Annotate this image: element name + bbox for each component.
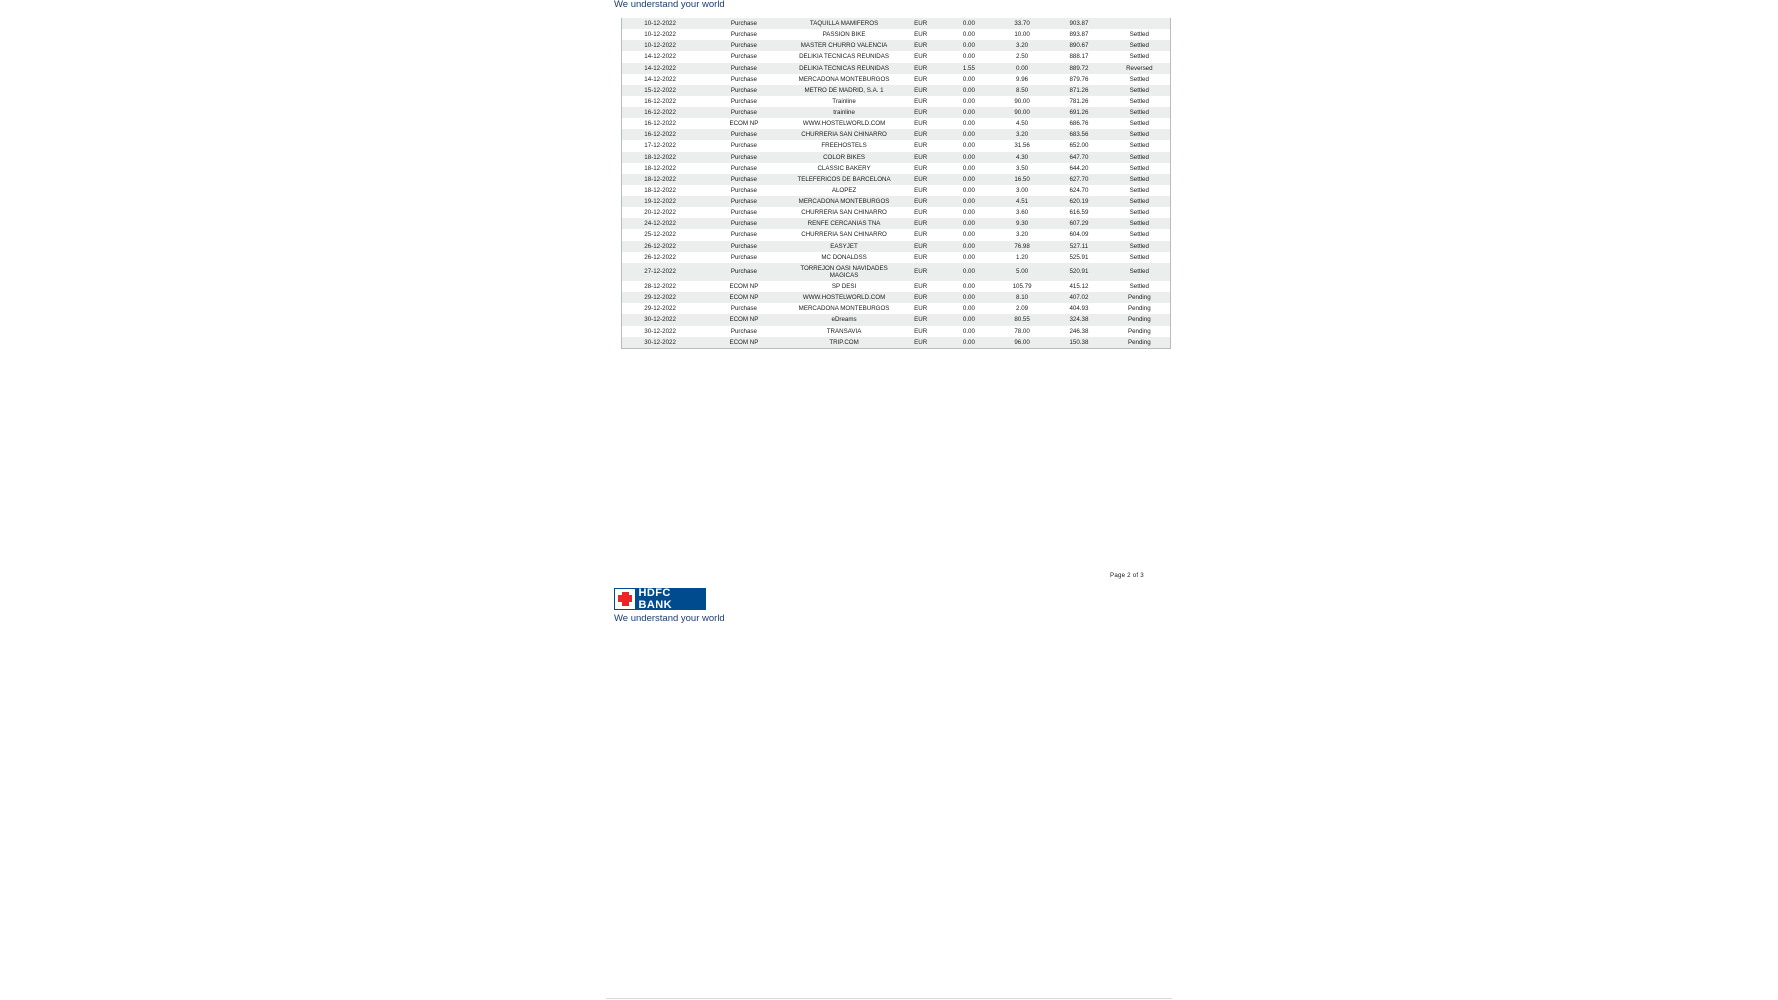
txn-currency: EUR [898, 85, 943, 96]
txn-status: Settled [1109, 29, 1171, 40]
txn-date: 29-12-2022 [622, 303, 699, 314]
txn-balance: 627.70 [1049, 174, 1108, 185]
txn-balance: 607.29 [1049, 218, 1108, 229]
txn-currency: EUR [898, 29, 943, 40]
txn-balance: 781.26 [1049, 96, 1108, 107]
table-row [622, 96, 1171, 107]
txn-date: 10-12-2022 [622, 29, 699, 40]
txn-balance: 652.00 [1049, 140, 1108, 151]
txn-balance: 620.19 [1049, 196, 1108, 207]
txn-amount: 3.20 [995, 40, 1049, 51]
txn-fx-amount: 0.00 [943, 140, 995, 151]
txn-currency: EUR [898, 252, 943, 263]
txn-type: Purchase [698, 96, 790, 107]
txn-status: Settled [1109, 174, 1171, 185]
table-row [622, 174, 1171, 185]
txn-type: Purchase [698, 207, 790, 218]
table-row [622, 85, 1171, 96]
txn-currency: EUR [898, 174, 943, 185]
txn-date: 20-12-2022 [622, 207, 699, 218]
txn-fx-amount: 0.00 [943, 337, 995, 349]
txn-type: ECOM NP [698, 314, 790, 325]
txn-currency: EUR [898, 118, 943, 129]
txn-description: EASYJET [790, 241, 899, 252]
txn-description: TORREJON OASI NAVIDADES MAGICAS [790, 263, 899, 281]
txn-currency: EUR [898, 281, 943, 292]
txn-description: METRO DE MADRID, S.A. 1 [790, 85, 899, 96]
txn-date: 16-12-2022 [622, 107, 699, 118]
txn-currency: EUR [898, 51, 943, 62]
table-row [622, 241, 1171, 252]
txn-fx-amount: 0.00 [943, 207, 995, 218]
txn-date: 14-12-2022 [622, 74, 699, 85]
brand-header-top [614, 0, 1172, 18]
statement-page-3 [614, 588, 1172, 624]
txn-fx-amount: 0.00 [943, 18, 995, 29]
txn-currency: EUR [898, 129, 943, 140]
table-row [622, 337, 1171, 349]
txn-fx-amount: 0.00 [943, 29, 995, 40]
txn-amount: 3.60 [995, 207, 1049, 218]
txn-fx-amount: 0.00 [943, 96, 995, 107]
txn-status: Settled [1109, 118, 1171, 129]
txn-balance: 691.26 [1049, 107, 1108, 118]
page-bottom-rule [606, 998, 1172, 999]
txn-type: Purchase [698, 263, 790, 281]
table-row [622, 40, 1171, 51]
txn-date: 18-12-2022 [622, 174, 699, 185]
txn-status: Settled [1109, 74, 1171, 85]
table-row [622, 292, 1171, 303]
txn-status: Settled [1109, 107, 1171, 118]
txn-amount: 0.00 [995, 63, 1049, 74]
txn-balance: 415.12 [1049, 281, 1108, 292]
txn-description: TRIP.COM [790, 337, 899, 349]
txn-description: FREEHOSTELS [790, 140, 899, 151]
txn-fx-amount: 0.00 [943, 174, 995, 185]
txn-amount: 76.98 [995, 241, 1049, 252]
txn-date: 18-12-2022 [622, 152, 699, 163]
txn-status: Pending [1109, 326, 1171, 337]
txn-description: RENFE CERCANIAS TNA [790, 218, 899, 229]
txn-fx-amount: 0.00 [943, 74, 995, 85]
txn-balance: 683.56 [1049, 129, 1108, 140]
table-row [622, 51, 1171, 62]
brand-tagline-bottom: We understand your world [614, 613, 725, 624]
txn-type: Purchase [698, 51, 790, 62]
txn-amount: 31.56 [995, 140, 1049, 151]
txn-date: 17-12-2022 [622, 140, 699, 151]
txn-status: Settled [1109, 51, 1171, 62]
txn-fx-amount: 0.00 [943, 129, 995, 140]
table-row [622, 207, 1171, 218]
txn-description: TRANSAVIA [790, 326, 899, 337]
txn-status: Settled [1109, 185, 1171, 196]
txn-currency: EUR [898, 185, 943, 196]
page-number-label: Page 2 of 3 [1110, 572, 1144, 579]
txn-balance: 520.91 [1049, 263, 1108, 281]
txn-balance: 879.76 [1049, 74, 1108, 85]
txn-amount: 10.00 [995, 29, 1049, 40]
txn-fx-amount: 0.00 [943, 185, 995, 196]
txn-date: 14-12-2022 [622, 51, 699, 62]
txn-currency: EUR [898, 196, 943, 207]
hdfc-logo-text-2: HDFC BANK [638, 587, 672, 611]
txn-type: Purchase [698, 185, 790, 196]
txn-description: DELIKIA TECNICAS REUNIDAS [790, 63, 899, 74]
txn-amount: 90.00 [995, 107, 1049, 118]
txn-status: Settled [1109, 218, 1171, 229]
txn-description: TELEFERICOS DE BARCELONA [790, 174, 899, 185]
txn-type: Purchase [698, 129, 790, 140]
table-row [622, 252, 1171, 263]
txn-description: DELIKIA TECNICAS REUNIDAS [790, 51, 899, 62]
txn-balance: 527.11 [1049, 241, 1108, 252]
table-row [622, 163, 1171, 174]
txn-status: Settled [1109, 140, 1171, 151]
txn-balance: 604.09 [1049, 229, 1108, 240]
txn-currency: EUR [898, 163, 943, 174]
txn-date: 18-12-2022 [622, 163, 699, 174]
table-row [622, 218, 1171, 229]
txn-currency: EUR [898, 337, 943, 349]
txn-amount: 96.00 [995, 337, 1049, 349]
txn-type: ECOM NP [698, 281, 790, 292]
txn-fx-amount: 0.00 [943, 263, 995, 281]
txn-description: MERCADONA MONTEBURGOS [790, 74, 899, 85]
txn-amount: 90.00 [995, 96, 1049, 107]
txn-description: CHURRERIA SAN CHINARRO [790, 207, 899, 218]
table-row [622, 314, 1171, 325]
txn-type: Purchase [698, 63, 790, 74]
txn-description: CLASSIC BAKERY [790, 163, 899, 174]
txn-status: Pending [1109, 303, 1171, 314]
txn-type: Purchase [698, 29, 790, 40]
txn-status: Settled [1109, 281, 1171, 292]
txn-currency: EUR [898, 314, 943, 325]
txn-type: Purchase [698, 326, 790, 337]
txn-status: Settled [1109, 40, 1171, 51]
txn-currency: EUR [898, 18, 943, 29]
txn-balance: 889.72 [1049, 63, 1108, 74]
txn-currency: EUR [898, 107, 943, 118]
txn-amount: 16.50 [995, 174, 1049, 185]
txn-balance: 624.70 [1049, 185, 1108, 196]
txn-fx-amount: 1.55 [943, 63, 995, 74]
txn-amount: 3.50 [995, 163, 1049, 174]
txn-description: trainline [790, 107, 899, 118]
txn-amount: 9.96 [995, 74, 1049, 85]
txn-balance: 644.20 [1049, 163, 1108, 174]
txn-amount: 4.50 [995, 118, 1049, 129]
table-row [622, 229, 1171, 240]
txn-fx-amount: 0.00 [943, 241, 995, 252]
txn-date: 28-12-2022 [622, 281, 699, 292]
table-row [622, 140, 1171, 151]
txn-amount: 3.00 [995, 185, 1049, 196]
txn-balance: 324.38 [1049, 314, 1108, 325]
txn-balance: 525.91 [1049, 252, 1108, 263]
txn-balance: 647.70 [1049, 152, 1108, 163]
txn-amount: 8.50 [995, 85, 1049, 96]
transactions-body [622, 18, 1171, 348]
txn-amount: 8.10 [995, 292, 1049, 303]
statement-page-2 [614, 0, 1172, 18]
table-row [622, 129, 1171, 140]
hdfc-bank-logo-icon-2 [614, 588, 706, 610]
txn-balance: 890.67 [1049, 40, 1108, 51]
txn-date: 15-12-2022 [622, 85, 699, 96]
txn-description: Trainline [790, 96, 899, 107]
txn-description: ALOPEZ [790, 185, 899, 196]
txn-fx-amount: 0.00 [943, 152, 995, 163]
txn-amount: 105.79 [995, 281, 1049, 292]
txn-description: MERCADONA MONTEBURGOS [790, 303, 899, 314]
txn-type: ECOM NP [698, 292, 790, 303]
table-row [622, 152, 1171, 163]
txn-status: Settled [1109, 207, 1171, 218]
txn-date: 30-12-2022 [622, 337, 699, 349]
txn-currency: EUR [898, 40, 943, 51]
txn-type: Purchase [698, 107, 790, 118]
txn-fx-amount: 0.00 [943, 229, 995, 240]
txn-balance: 903.87 [1049, 18, 1108, 29]
txn-type: Purchase [698, 140, 790, 151]
txn-amount: 9.30 [995, 218, 1049, 229]
txn-currency: EUR [898, 218, 943, 229]
txn-description: eDreams [790, 314, 899, 325]
txn-currency: EUR [898, 74, 943, 85]
txn-date: 16-12-2022 [622, 118, 699, 129]
txn-date: 25-12-2022 [622, 229, 699, 240]
txn-status: Settled [1109, 85, 1171, 96]
txn-type: Purchase [698, 74, 790, 85]
txn-date: 26-12-2022 [622, 252, 699, 263]
txn-fx-amount: 0.00 [943, 163, 995, 174]
txn-date: 27-12-2022 [622, 263, 699, 281]
txn-description: MASTER CHURRO VALENCIA [790, 40, 899, 51]
txn-description: CHURRERIA SAN CHINARRO [790, 229, 899, 240]
txn-fx-amount: 0.00 [943, 326, 995, 337]
txn-currency: EUR [898, 63, 943, 74]
table-row [622, 326, 1171, 337]
txn-date: 29-12-2022 [622, 292, 699, 303]
table-row [622, 281, 1171, 292]
txn-type: Purchase [698, 241, 790, 252]
txn-description: SP DESI [790, 281, 899, 292]
txn-fx-amount: 0.00 [943, 51, 995, 62]
txn-type: Purchase [698, 174, 790, 185]
txn-balance: 893.87 [1049, 29, 1108, 40]
txn-fx-amount: 0.00 [943, 252, 995, 263]
txn-type: Purchase [698, 196, 790, 207]
txn-balance: 616.59 [1049, 207, 1108, 218]
txn-status: Settled [1109, 129, 1171, 140]
txn-status: Settled [1109, 163, 1171, 174]
txn-description: PASSION BIKE [790, 29, 899, 40]
txn-date: 30-12-2022 [622, 326, 699, 337]
txn-amount: 2.09 [995, 303, 1049, 314]
txn-type: Purchase [698, 218, 790, 229]
txn-balance: 871.26 [1049, 85, 1108, 96]
txn-fx-amount: 0.00 [943, 107, 995, 118]
txn-amount: 78.00 [995, 326, 1049, 337]
txn-amount: 5.00 [995, 263, 1049, 281]
txn-type: Purchase [698, 252, 790, 263]
txn-fx-amount: 0.00 [943, 281, 995, 292]
txn-balance: 888.17 [1049, 51, 1108, 62]
txn-status: Settled [1109, 152, 1171, 163]
txn-amount: 80.55 [995, 314, 1049, 325]
txn-balance: 246.38 [1049, 326, 1108, 337]
txn-type: Purchase [698, 303, 790, 314]
txn-amount: 3.20 [995, 229, 1049, 240]
txn-fx-amount: 0.00 [943, 118, 995, 129]
txn-date: 26-12-2022 [622, 241, 699, 252]
txn-fx-amount: 0.00 [943, 292, 995, 303]
txn-amount: 2.50 [995, 51, 1049, 62]
txn-type: Purchase [698, 152, 790, 163]
txn-currency: EUR [898, 140, 943, 151]
txn-fx-amount: 0.00 [943, 218, 995, 229]
txn-fx-amount: 0.00 [943, 303, 995, 314]
txn-description: WWW.HOSTELWORLD.COM [790, 118, 899, 129]
txn-currency: EUR [898, 241, 943, 252]
txn-balance: 407.02 [1049, 292, 1108, 303]
txn-amount: 33.70 [995, 18, 1049, 29]
txn-description: MERCADONA MONTEBURGOS [790, 196, 899, 207]
txn-type: Purchase [698, 229, 790, 240]
txn-date: 10-12-2022 [622, 40, 699, 51]
txn-type: Purchase [698, 85, 790, 96]
txn-currency: EUR [898, 292, 943, 303]
txn-balance: 150.38 [1049, 337, 1108, 349]
txn-currency: EUR [898, 326, 943, 337]
txn-type: Purchase [698, 40, 790, 51]
txn-description: WWW.HOSTELWORLD.COM [790, 292, 899, 303]
txn-balance: 686.76 [1049, 118, 1108, 129]
txn-status: Reversed [1109, 63, 1171, 74]
txn-description: MC DONALDSS [790, 252, 899, 263]
txn-balance: 404.93 [1049, 303, 1108, 314]
txn-status [1109, 18, 1171, 29]
txn-date: 14-12-2022 [622, 63, 699, 74]
txn-description: CHURRERIA SAN CHINARRO [790, 129, 899, 140]
txn-amount: 4.51 [995, 196, 1049, 207]
txn-date: 16-12-2022 [622, 129, 699, 140]
txn-description: TAQUILLA MAMIFEROS [790, 18, 899, 29]
txn-currency: EUR [898, 207, 943, 218]
txn-type: ECOM NP [698, 118, 790, 129]
txn-status: Settled [1109, 229, 1171, 240]
txn-status: Pending [1109, 292, 1171, 303]
txn-currency: EUR [898, 96, 943, 107]
txn-date: 30-12-2022 [622, 314, 699, 325]
txn-amount: 1.20 [995, 252, 1049, 263]
txn-status: Settled [1109, 96, 1171, 107]
txn-status: Settled [1109, 196, 1171, 207]
txn-status: Pending [1109, 337, 1171, 349]
txn-status: Settled [1109, 263, 1171, 281]
txn-type: Purchase [698, 18, 790, 29]
txn-date: 16-12-2022 [622, 96, 699, 107]
table-row [622, 303, 1171, 314]
txn-fx-amount: 0.00 [943, 85, 995, 96]
txn-description: COLOR BIKES [790, 152, 899, 163]
table-row [622, 29, 1171, 40]
txn-date: 10-12-2022 [622, 18, 699, 29]
txn-date: 24-12-2022 [622, 218, 699, 229]
txn-fx-amount: 0.00 [943, 196, 995, 207]
txn-type: ECOM NP [698, 337, 790, 349]
txn-currency: EUR [898, 303, 943, 314]
table-row [622, 118, 1171, 129]
table-row [622, 196, 1171, 207]
table-row [622, 74, 1171, 85]
txn-type: Purchase [698, 163, 790, 174]
txn-date: 18-12-2022 [622, 185, 699, 196]
table-row [622, 107, 1171, 118]
txn-status: Settled [1109, 252, 1171, 263]
txn-currency: EUR [898, 263, 943, 281]
table-row [622, 185, 1171, 196]
table-row [622, 18, 1171, 29]
table-row [622, 263, 1171, 281]
txn-amount: 4.30 [995, 152, 1049, 163]
txn-date: 19-12-2022 [622, 196, 699, 207]
txn-amount: 3.20 [995, 129, 1049, 140]
brand-tagline-top: We understand your world [614, 0, 725, 10]
txn-status: Settled [1109, 241, 1171, 252]
txn-status: Pending [1109, 314, 1171, 325]
txn-fx-amount: 0.00 [943, 40, 995, 51]
txn-currency: EUR [898, 152, 943, 163]
txn-fx-amount: 0.00 [943, 314, 995, 325]
transactions-table [621, 18, 1171, 349]
txn-currency: EUR [898, 229, 943, 240]
table-row [622, 63, 1171, 74]
